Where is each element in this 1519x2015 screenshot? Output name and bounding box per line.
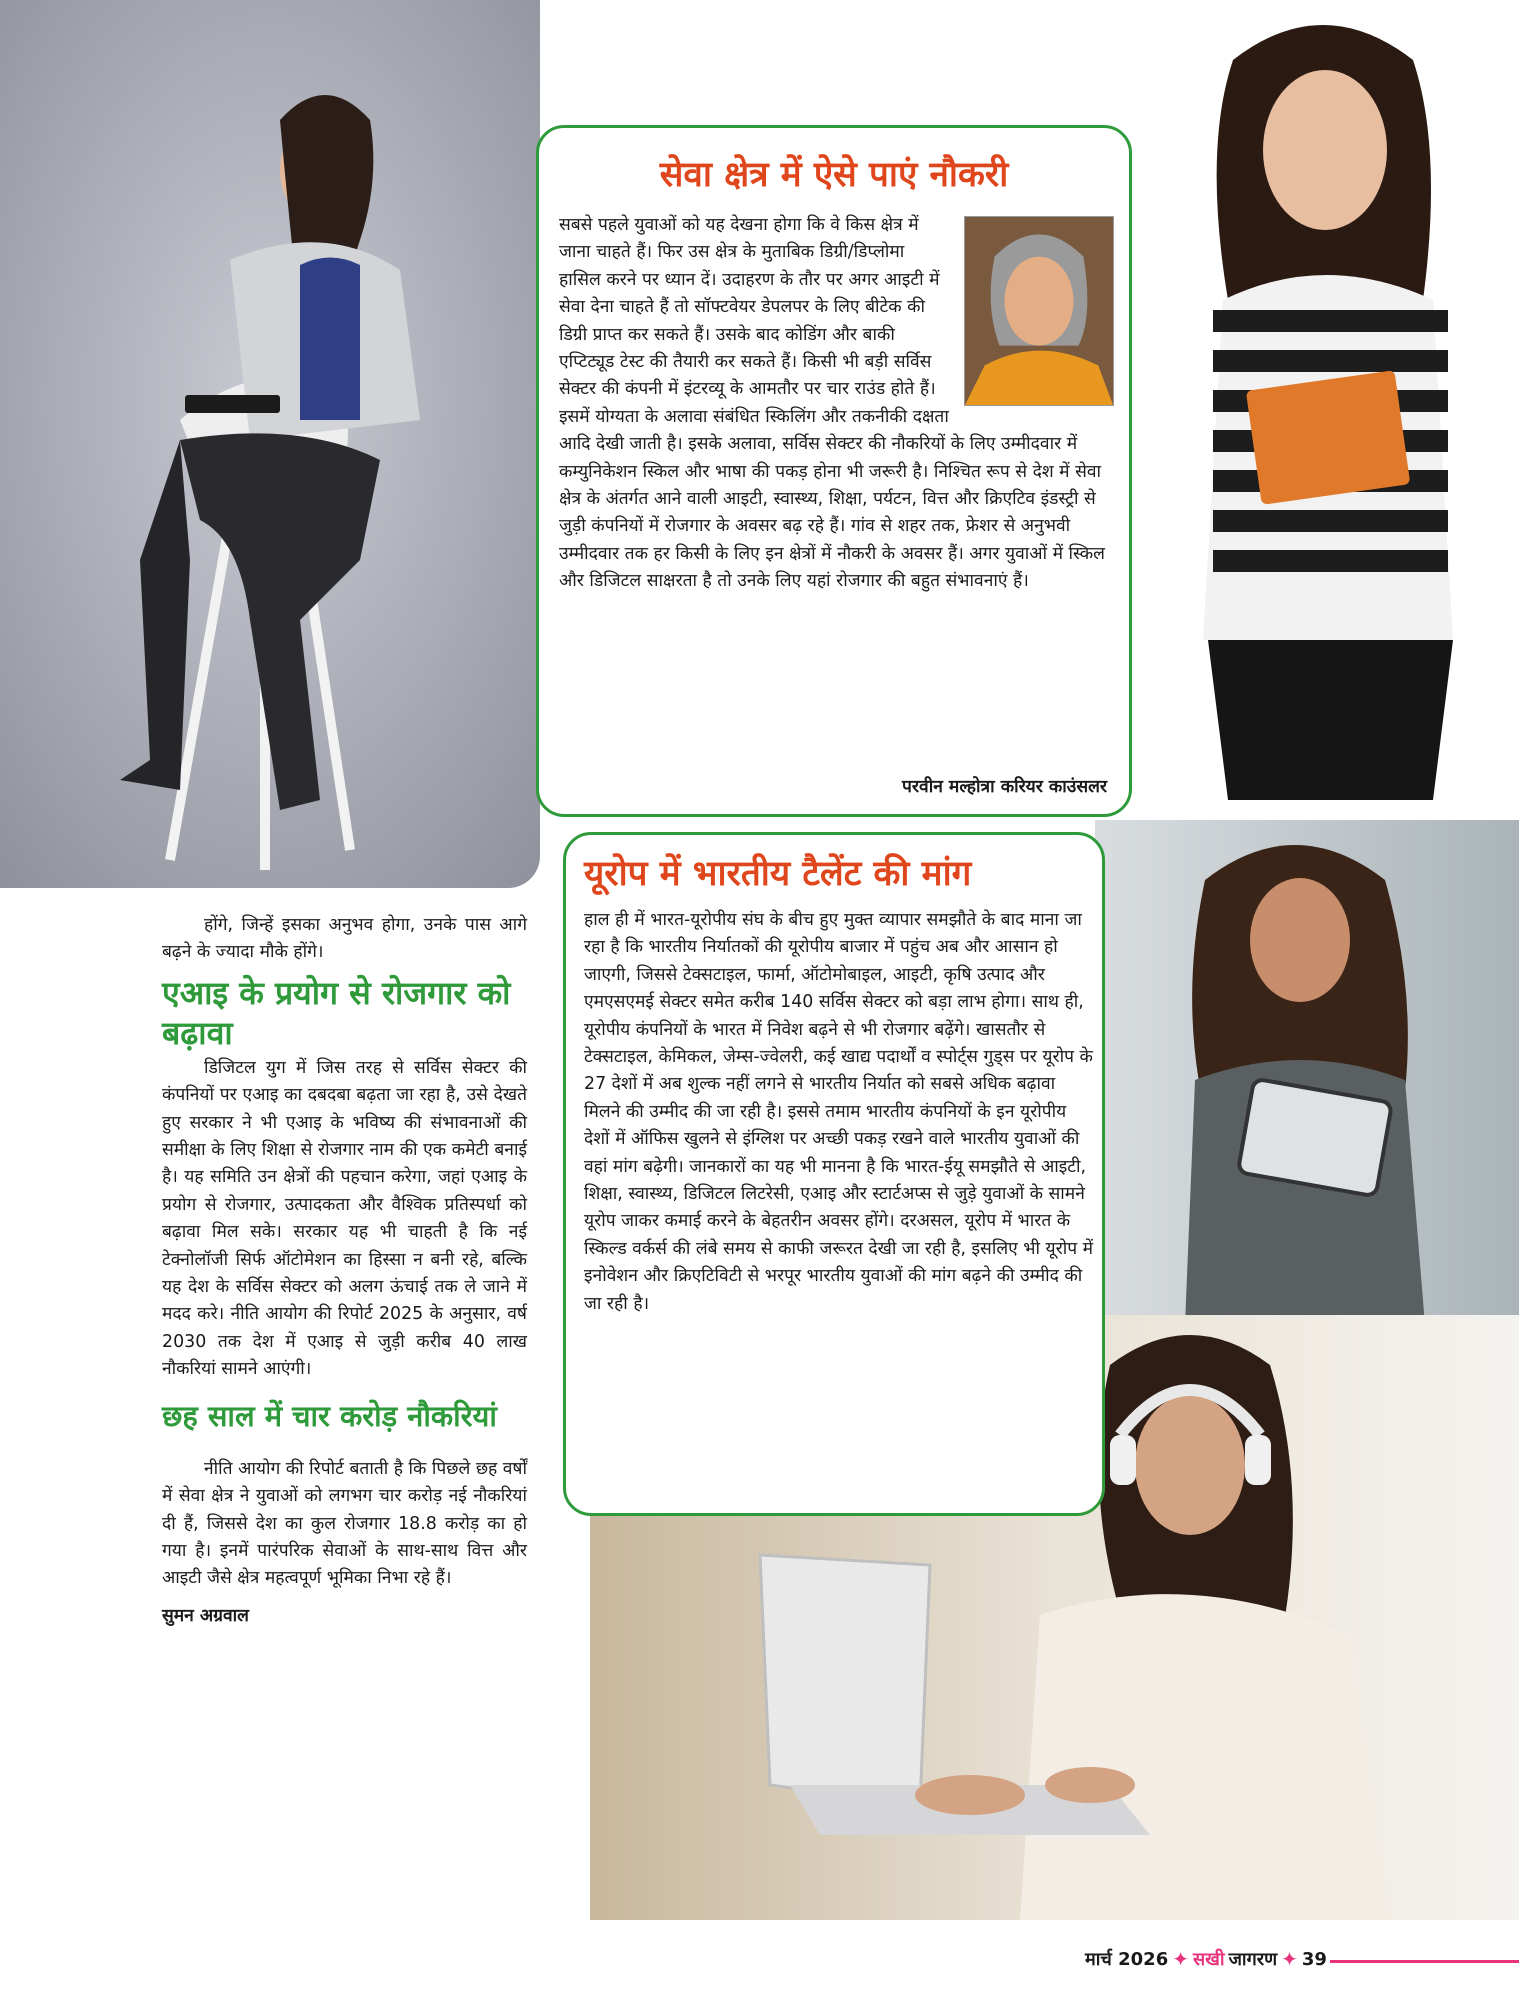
heading-ai-employment: एआइ के प्रयोग से रोजगार को बढ़ावा	[162, 973, 511, 1052]
photo-woman-in-chair	[0, 0, 540, 888]
page-number: 39	[1301, 1948, 1327, 1970]
footer-month: मार्च 2026	[1085, 1949, 1169, 1970]
seva-title: सेवा क्षेत्र में ऐसे पाएं नौकरी	[659, 155, 1009, 195]
brand-jagran: जागरण	[1228, 1949, 1278, 1970]
footer-rule	[1330, 1960, 1519, 1963]
star-icon: ✦	[1172, 1947, 1189, 1971]
seva-byline: परवीन मल्होत्रा करियर काउंसलर	[902, 777, 1107, 797]
brand-sakhi: सखी	[1193, 1949, 1225, 1970]
europe-body: हाल ही में भारत-यूरोपीय संघ के बीच हुए मुक्त व्यापार समझौते के बाद माना जा रहा है कि भारतीय निर्यातकों की यूरोपीय बाजार में पहुंच अब और आसान हो जाएगी, जिससे टेक्सटाइल, फार्मा, ऑटोमोबाइल, आइटी, कृषि उत्पाद और एमएसएमई सेक्टर समेत करीब 140 सर्विस सेक्टर को बड़ा लाभ होगा। साथ ही, यूरोपीय कंपनियों के भारत में निवेश बढ़ने से भी रोजगार बढ़ेंगे। खासतौर से टेक्सटाइल, केमिकल, जेम्स-ज्वेलरी, कई खाद्य पदार्थों व स्पोर्ट्स गुड्स पर यूरोप के 27 देशों में अब शुल्क नहीं लगने से भारतीय निर्यात को सबसे अधिक बढ़ावा मिलने की उम्मीद की जा रही है। इससे तमाम भारतीय कंपनियों के इन यूरोपीय देशों में ऑफिस खुलने से इंग्लिश पर अच्छी पकड़ रखने वाले भारतीय युवाओं की वहां मांग बढ़ेगी। जानकारों का यह भी मानना है कि भारत-ईयू समझौते से आइटी, शिक्षा, स्वास्थ्य, डिजिटल लिटरेसी, एआइ और स्टार्टअप्स से जुड़े युवाओं के सामने यूरोप जाकर कमाई करने के बेहतरीन अवसर होंगे। दरअसल, यूरोप में भारत के स्किल्ड वर्कर्स की लंबे समय से काफी जरूरत देखी जा रही है, इसलिए भी यूरोप में इनोवेशन और क्रिएटिविटी से भरपूर भारतीय युवाओं की मांग बढ़ने की उम्मीद की जा रही है।	[584, 910, 1094, 1314]
photo-counsellor-portrait	[964, 216, 1114, 406]
seva-body: सबसे पहले युवाओं को यह देखना होगा कि वे किस क्षेत्र में जाना चाहते हैं। फिर उस क्षेत्र के मुताबिक डिग्री/डिप्लोमा हासिल करने पर ध्यान दें। उदाहरण के तौर पर अगर आइटी में सेवा देना चाहते हैं तो सॉफ्टवेयर डेपलपर के लिए बीटेक की डिग्री प्राप्त कर सकते हैं। उसके बाद कोडिंग और बाकी एप्टिट्यूड टेस्ट की तैयारी कर सकते हैं। किसी भी बड़ी सर्विस सेक्टर की कंपनी में इंटरव्यू के आमतौर पर चार राउंड होते हैं। इसमें योग्यता के अलावा संबंधित स्किलिंग और तकनीकी दक्षता आदि देखी जाती है। इसके अलावा, सर्विस सेक्टर की नौकरियों के लिए उम्मीदवार में कम्युनिकेशन स्किल और भाषा की पकड़ होना भी जरूरी है। निश्चित रूप से देश में सेवा क्षेत्र के अंतर्गत आने वाली आइटी, स्वास्थ्य, शिक्षा, पर्यटन, वित्त और क्रिएटिव इंडस्ट्री से जुड़ी कंपनियों में रोजगार के अवसर बढ़ रहे हैं। गांव से शहर तक, फ्रेशर से अनुभवी उम्मीदवार तक हर किसी के लिए इन क्षेत्रों में नौकरी के अवसर हैं। अगर युवाओं में स्किल और डिजिटल साक्षरता है तो उनके लिए यहां रोजगार की बहुत संभावनाएं हैं।	[559, 215, 1105, 592]
europe-title: यूरोप में भारतीय टैलेंट की मांग	[584, 854, 972, 894]
seva-sidebar-box	[536, 125, 1132, 817]
ai-paragraph: डिजिटल युग में जिस तरह से सर्विस सेक्टर की कंपनियों पर एआइ का दबदबा बढ़ता जा रहा है, उसे देखते हुए सरकार ने भी एआइ के भविष्य की संभावनाओं की समीक्षा के लिए शिक्षा से रोजगार नाम की एक कमेटी बनाई है। यह समिति उन क्षेत्रों की पहचान करेगा, जहां एआइ के प्रयोग से रोजगार, उत्पादकता और वैश्विक प्रतिस्पर्धा को बढ़ावा मिल सके। सरकार यह भी चाहती है कि नई टेक्नोलॉजी सिर्फ ऑटोमेशन का हिस्सा न बनी रहे, बल्कि यह देश के सर्विस सेक्टर को अलग ऊंचाई तक ले जाने में मदद करे। नीति आयोग की रिपोर्ट 2025 के अनुसार, वर्ष 2030 तक देश में एआइ से जुड़ी करीब 40 लाख नौकरियां सामने आएंगी।	[162, 1057, 527, 1380]
photo-woman-with-tablet	[1095, 820, 1519, 1325]
star-icon: ✦	[1281, 1947, 1298, 1971]
photo-girl-with-books	[1133, 0, 1519, 800]
page-footer	[1085, 1947, 1327, 1971]
left-column-article	[162, 912, 527, 1630]
seva-body-wrap	[559, 212, 1114, 596]
heading-six-years: छह साल में चार करोड़ नौकरियां	[162, 1398, 497, 1433]
author-byline: सुमन अग्रवाल	[162, 1605, 249, 1626]
six-years-paragraph: नीति आयोग की रिपोर्ट बताती है कि पिछले छह वर्षों में सेवा क्षेत्र ने युवाओं को लगभग चार करोड़ नई नौकरियां दी हैं, जिससे देश का कुल रोजगार 18.8 करोड़ का हो गया है। इनमें पारंपरिक सेवाओं के साथ-साथ वित्त और आइटी जैसे क्षेत्र महत्वपूर्ण भूमिका निभा रहे हैं।	[162, 1458, 527, 1589]
europe-sidebar-box	[563, 832, 1105, 1516]
left-intro-paragraph: होंगे, जिन्हें इसका अनुभव होगा, उनके पास आगे बढ़ने के ज्यादा मौके होंगे।	[162, 915, 527, 963]
